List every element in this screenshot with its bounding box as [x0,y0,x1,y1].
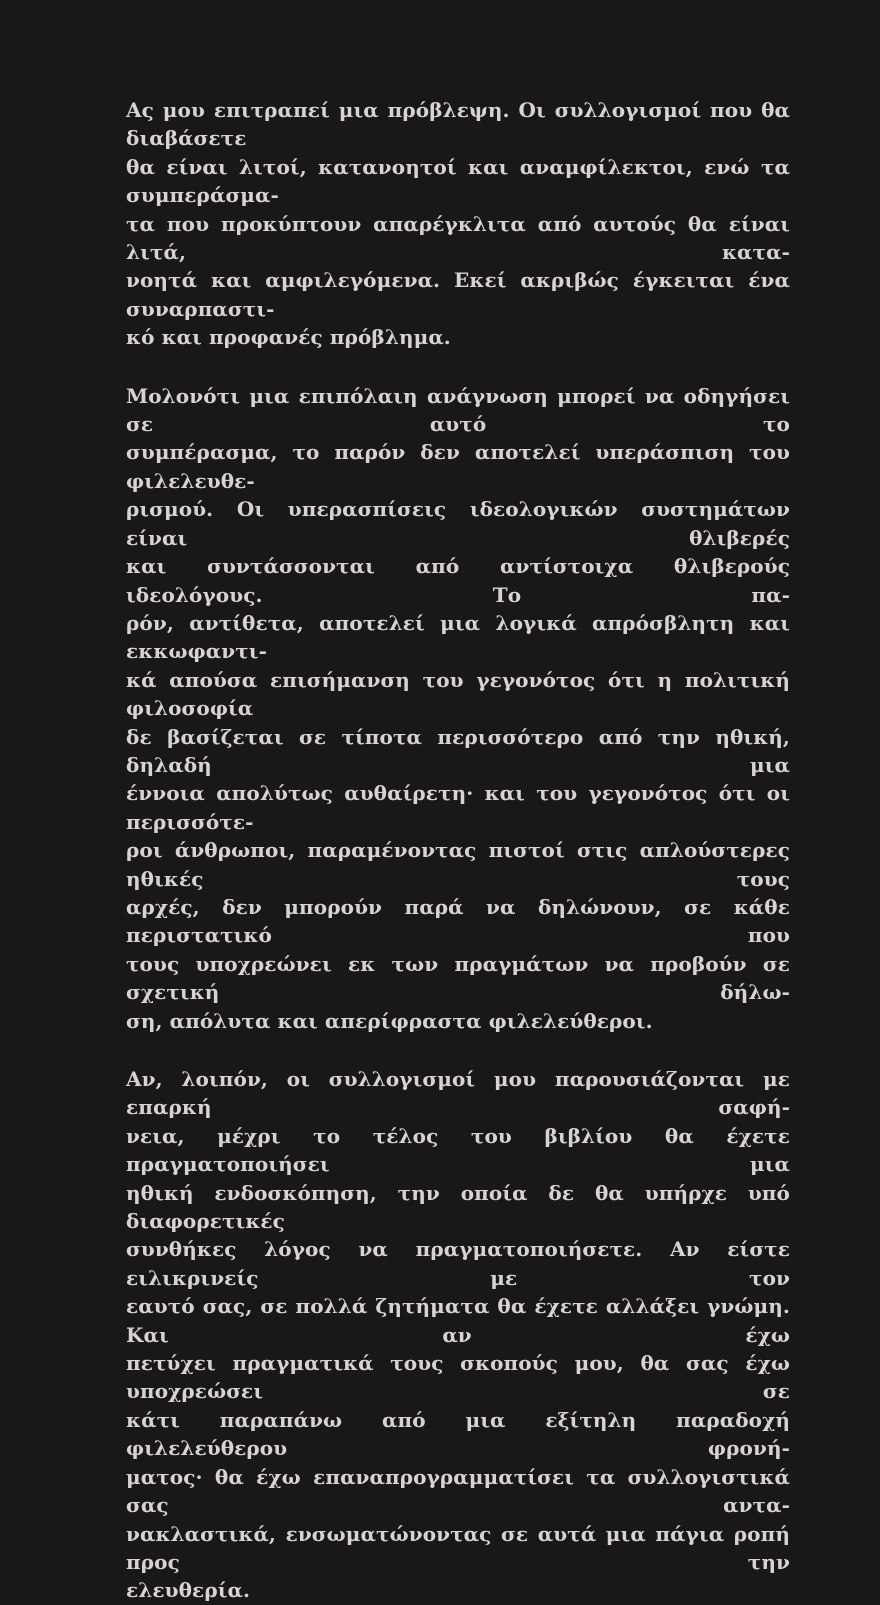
text-line: νοητά και αμφιλεγόμενα. Εκεί ακριβώς έγκειται ένα συναρπαστι- [126,268,790,321]
text-line: αρχές, δεν μπορούν παρά να δηλώνουν, σε κάθε περιστατικό που [126,894,790,948]
text-line: ματος· θα έχω επαναπρογραμματίσει τα συλλογιστικά σας αντα- [126,1464,790,1518]
paragraph [126,1065,790,1605]
text-line: κά απούσα επισήμανση του γεγονότος ότι η πολιτική φιλοσοφία [126,667,790,721]
page-text [126,96,790,1605]
text-line: συνθήκες λόγος να πραγματοποιήσετε. Αν είστε ειλικρινείς με τον [126,1237,790,1290]
text-line: συμπέρασμα, το παρόν δεν αποτελεί υπεράσπιση του φιλελευθε- [126,440,790,493]
text-line: εαυτό σας, σε πολλά ζητήματα θα έχετε αλλάξει γνώμη. Και αν έχω [126,1294,790,1347]
paragraph [126,382,790,1035]
text-line: ρισμού. Οι υπερασπίσεις ιδεολογικών συστημάτων είναι θλιβερές [126,497,790,550]
text-line: έννοια απολύτως αυθαίρετη· και του γεγονότος ότι οι περισσότε- [126,781,790,834]
text-line: Αν, λοιπόν, οι συλλογισμοί μου παρουσιάζονται με επαρκή σαφή- [126,1067,790,1120]
text-line: πετύχει πραγματικά τους σκοπούς μου, θα σας έχω υποχρεώσει σε [126,1351,790,1404]
text-line: τα που προκύπτουν απαρέγκλιτα από αυτούς θα είναι λιτά, κατα- [126,211,790,265]
paragraph [126,96,790,352]
text-line: ρόν, αντίθετα, αποτελεί μια λογικά απρόσβλητη και εκκωφαντι- [126,610,790,664]
text-line: νεια, μέχρι το τέλος του βιβλίου θα έχετε πραγματοποιήσει μια [126,1123,790,1177]
text-line: τους υποχρεώνει εκ των πραγμάτων να προβούν σε σχετική δήλω- [126,951,790,1005]
text-line: νακλαστικά, ενσωματώνοντας σε αυτά μια πάγια ροπή προς την [126,1521,790,1574]
text-line: Ας μου επιτραπεί μια πρόβλεψη. Οι συλλογισμοί που θα διαβάσετε [126,98,790,151]
text-line: θα είναι λιτοί, κατανοητοί και αναμφίλεκτοι, ενώ τα συμπεράσμα- [126,154,790,208]
text-line: δε βασίζεται σε τίποτα περισσότερο από την ηθική, δηλαδή μια [126,724,790,777]
text-line: ροι άνθρωποι, παραμένοντας πιστοί στις απλούστερες ηθικές τους [126,838,790,891]
text-line: και συντάσσονται από αντίστοιχα θλιβερούς ιδεολόγους. Το πα- [126,554,790,607]
text-line: ελευθερία. [126,1578,251,1603]
text-line: ηθική ενδοσκόπηση, την οποία δε θα υπήρχε υπό διαφορετικές [126,1180,790,1234]
text-line: ση, απόλυτα και απερίφραστα φιλελεύθεροι. [126,1008,653,1033]
text-line: Μολονότι μια επιπόλαιη ανάγνωση μπορεί να οδηγήσει σε αυτό το [126,383,790,437]
text-line: κό και προφανές πρόβλημα. [126,325,451,350]
text-line: κάτι παραπάνω από μια εξίτηλη παραδοχή φιλελεύθερου φρονή- [126,1407,790,1461]
